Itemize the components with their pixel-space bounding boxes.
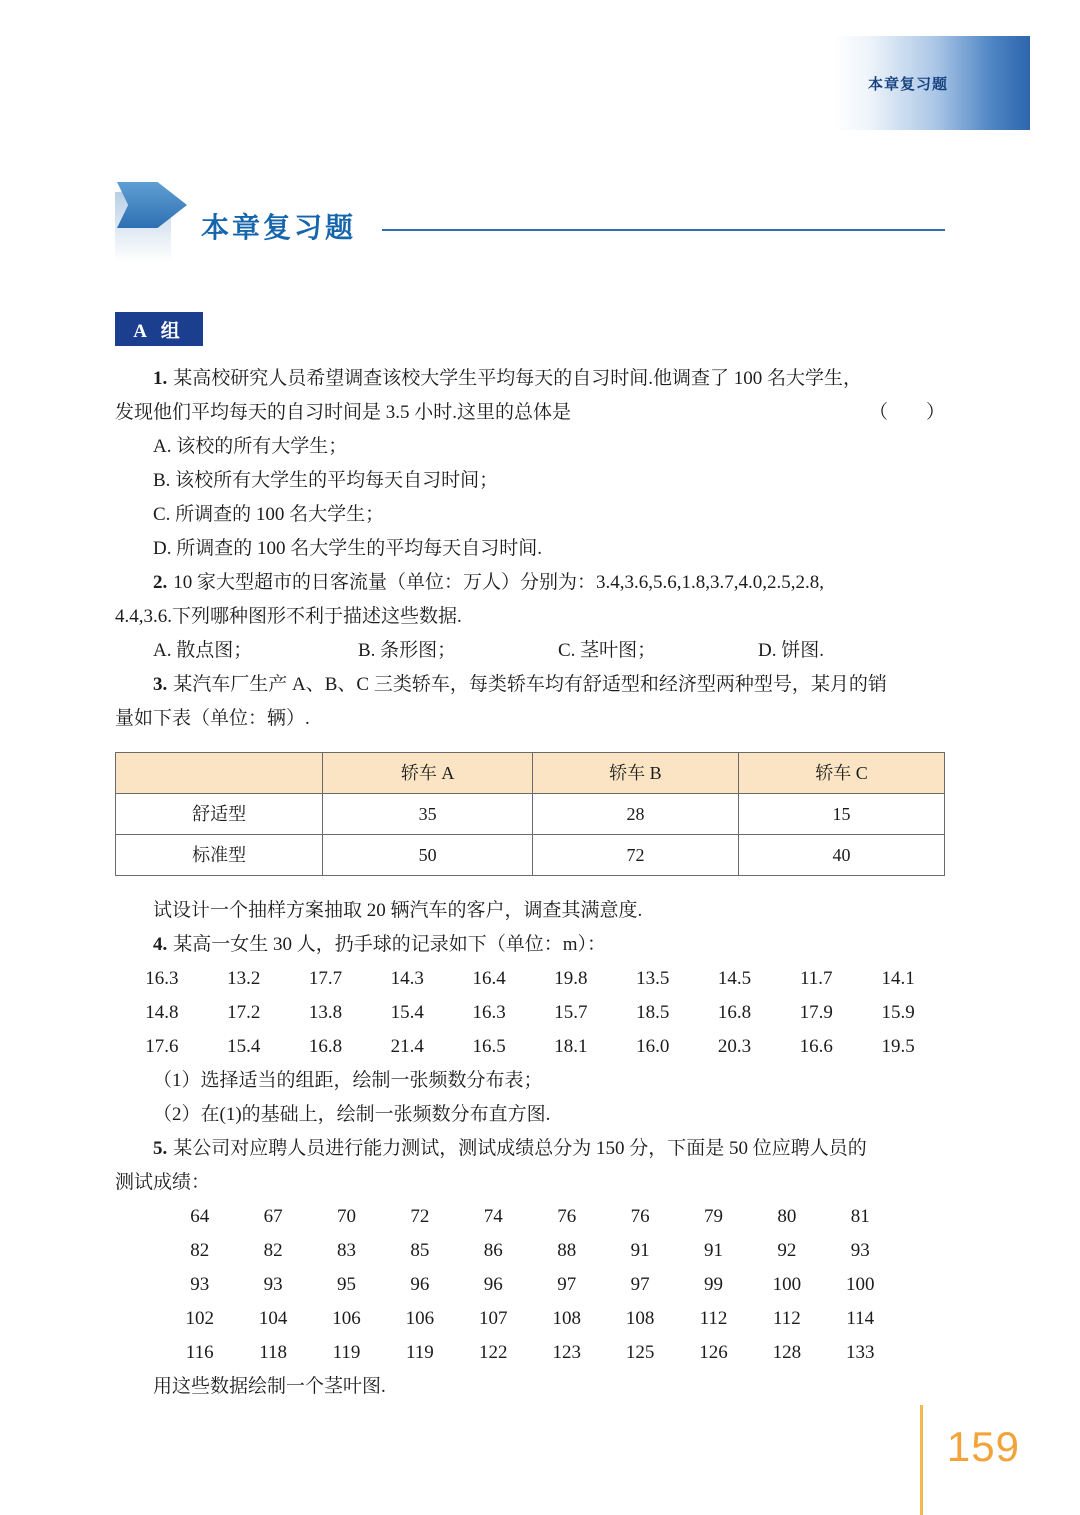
- corner-banner-label: 本章复习题: [868, 75, 949, 93]
- page-title: 本章复习题: [201, 212, 357, 243]
- group-a-label: A 组: [133, 320, 185, 342]
- data-value: 16.8: [717, 1002, 752, 1023]
- car-sales-table: [115, 752, 945, 876]
- problems-content: [115, 362, 945, 1404]
- problem-2-option-c: C. 茎叶图；: [558, 640, 657, 661]
- score-value: 107: [479, 1308, 508, 1329]
- problem-3-followup: 试设计一个抽样方案抽取 20 辆汽车的客户，调查其满意度.: [153, 900, 643, 921]
- score-value: 116: [185, 1342, 214, 1363]
- data-value: 17.7: [308, 968, 343, 989]
- score-value: 106: [332, 1308, 361, 1329]
- problem-1-option-b: B. 该校所有大学生的平均每天自习时间；: [153, 470, 499, 491]
- data-value: 14.3: [390, 968, 424, 989]
- score-value: 112: [772, 1308, 801, 1329]
- data-value: 16.5: [472, 1036, 506, 1057]
- score-value: 82: [190, 1240, 210, 1261]
- score-value: 70: [336, 1206, 356, 1227]
- problem-2-number: 2.: [153, 572, 168, 593]
- table-row: [116, 835, 945, 876]
- problem-4-intro: [115, 928, 945, 962]
- score-value: 74: [483, 1206, 503, 1227]
- data-value: 13.5: [636, 968, 670, 989]
- problem-1-text-2: 发现他们平均每天的自习时间是 3.5 小时.这里的总体是: [115, 402, 572, 423]
- score-value: 93: [190, 1274, 210, 1295]
- score-value: 95: [336, 1274, 356, 1295]
- score-value: 97: [630, 1274, 650, 1295]
- score-value: 92: [777, 1240, 797, 1261]
- data-value: 20.3: [717, 1036, 752, 1057]
- data-value: 13.8: [308, 1002, 343, 1023]
- problem-3-line-1: [115, 668, 945, 702]
- data-value: 14.1: [881, 968, 915, 989]
- score-value: 85: [410, 1240, 430, 1261]
- score-value: 133: [846, 1342, 875, 1363]
- data-value: 18.1: [554, 1036, 588, 1057]
- problem-1-option-c: C. 所调查的 100 名大学生；: [153, 504, 385, 525]
- table-header-car-b: 轿车 B: [532, 753, 738, 794]
- data-value: 16.3: [472, 1002, 506, 1023]
- data-value: 15.7: [554, 1002, 588, 1023]
- table-header-car-c: 轿车 C: [738, 753, 944, 794]
- score-value: 76: [557, 1206, 577, 1227]
- cell-value: 50: [323, 835, 533, 876]
- data-value: 15.9: [881, 1002, 915, 1023]
- score-value: 97: [557, 1274, 577, 1295]
- problem-4-data-row: [115, 1030, 945, 1064]
- corner-banner: [834, 36, 1030, 130]
- score-value: 119: [332, 1342, 361, 1363]
- data-value: 19.5: [881, 1036, 915, 1057]
- table-row: [116, 794, 945, 835]
- score-value: 128: [772, 1342, 802, 1363]
- heading-arrow-icon: [115, 178, 189, 274]
- data-value: 14.5: [717, 968, 752, 989]
- footer-accent-line: [920, 1405, 923, 1515]
- problem-5-data-row: [115, 1302, 945, 1336]
- problem-5-data-row: [115, 1200, 945, 1234]
- data-value: 16.6: [799, 1036, 833, 1057]
- score-value: 102: [185, 1308, 214, 1329]
- cell-value: 35: [323, 794, 533, 835]
- row-label: 舒适型: [116, 794, 323, 835]
- problem-2-text-1: 10 家大型超市的日客流量（单位：万人）分别为：3.4,3.6,5.6,1.8,3.7,4.0,2.5,2.8,: [173, 572, 825, 593]
- problem-1-option-a: A. 该校的所有大学生；: [153, 436, 348, 457]
- score-value: 86: [483, 1240, 503, 1261]
- score-value: 122: [479, 1342, 508, 1363]
- cell-value: 15: [738, 794, 944, 835]
- problem-5-line-1: [115, 1132, 945, 1166]
- score-value: 100: [772, 1274, 802, 1295]
- data-value: 15.4: [390, 1002, 424, 1023]
- data-value: 16.0: [636, 1036, 670, 1057]
- score-value: 104: [258, 1308, 288, 1329]
- score-value: 106: [405, 1308, 435, 1329]
- score-value: 79: [703, 1206, 723, 1227]
- heading-rule: [382, 229, 945, 231]
- problem-3-line-2: 量如下表（单位：辆）.: [115, 708, 310, 729]
- score-value: 108: [552, 1308, 581, 1329]
- data-value: 21.4: [390, 1036, 424, 1057]
- score-value: 67: [263, 1206, 283, 1227]
- problem-1-line-2: [115, 396, 945, 430]
- score-value: 119: [405, 1342, 434, 1363]
- problem-5-line-2: 测试成绩：: [115, 1172, 211, 1193]
- score-value: 72: [410, 1206, 430, 1227]
- table-header-row: [116, 753, 945, 794]
- score-value: 82: [263, 1240, 283, 1261]
- problem-2-line-1: [115, 566, 945, 600]
- score-value: 80: [777, 1206, 797, 1227]
- score-value: 88: [557, 1240, 577, 1261]
- answer-brackets: （ ）: [868, 402, 945, 423]
- table-header-empty: [116, 753, 323, 794]
- score-value: 91: [630, 1240, 650, 1261]
- table-header-car-a: 轿车 A: [323, 753, 533, 794]
- score-value: 126: [699, 1342, 728, 1363]
- problem-1-line-1: [115, 362, 945, 396]
- data-value: 16.4: [472, 968, 506, 989]
- cell-value: 40: [738, 835, 944, 876]
- score-value: 112: [699, 1308, 728, 1329]
- problem-2-option-a: A. 散点图；: [153, 640, 253, 661]
- score-value: 91: [703, 1240, 723, 1261]
- problem-1-option-d: D. 所调查的 100 名大学生的平均每天自习时间.: [153, 538, 542, 559]
- data-value: 14.8: [145, 1002, 179, 1023]
- score-value: 108: [625, 1308, 655, 1329]
- problem-4-data-row: [115, 962, 945, 996]
- score-value: 99: [703, 1274, 723, 1295]
- data-value: 17.6: [145, 1036, 179, 1057]
- score-value: 76: [630, 1206, 650, 1227]
- data-value: 13.2: [227, 968, 261, 989]
- problem-3-number: 3.: [153, 674, 168, 695]
- cell-value: 28: [532, 794, 738, 835]
- page-number: 159: [946, 1423, 1020, 1470]
- score-value: 83: [336, 1240, 356, 1261]
- problem-5-data-row: [115, 1234, 945, 1268]
- problem-4-subquestion-2: （2）在(1)的基础上，绘制一张频数分布直方图.: [153, 1104, 551, 1125]
- problem-4-text: 某高一女生 30 人，扔手球的记录如下（单位：m）：: [173, 934, 607, 955]
- problem-1-text-1: 某高校研究人员希望调查该校大学生平均每天的自习时间.他调查了 100 名大学生，: [173, 368, 863, 389]
- data-value: 15.4: [227, 1036, 261, 1057]
- score-value: 123: [552, 1342, 581, 1363]
- problem-1-number: 1.: [153, 368, 168, 389]
- score-value: 100: [846, 1274, 875, 1295]
- data-value: 18.5: [636, 1002, 670, 1023]
- group-a-badge: [115, 312, 203, 346]
- data-value: 11.7: [800, 968, 833, 989]
- score-value: 93: [850, 1240, 870, 1261]
- score-value: 96: [410, 1274, 430, 1295]
- score-value: 81: [850, 1206, 870, 1227]
- data-value: 16.3: [145, 968, 179, 989]
- score-value: 125: [625, 1342, 655, 1363]
- problem-5-text-1: 某公司对应聘人员进行能力测试，测试成绩总分为 150 分，下面是 50 位应聘人员的: [173, 1138, 867, 1159]
- score-value: 64: [190, 1206, 210, 1227]
- data-value: 16.8: [308, 1036, 343, 1057]
- problem-4-data-row: [115, 996, 945, 1030]
- problem-3-text-1: 某汽车厂生产 A、B、C 三类轿车，每类轿车均有舒适型和经济型两种型号，某月的销: [173, 674, 887, 695]
- problem-4-subquestion-1: （1）选择适当的组距，绘制一张频数分布表；: [153, 1070, 543, 1091]
- problem-5-number: 5.: [153, 1138, 168, 1159]
- problem-5-followup: 用这些数据绘制一个茎叶图.: [153, 1376, 386, 1397]
- problem-5-data-row: [115, 1336, 945, 1370]
- problem-2-options: [115, 634, 945, 668]
- problem-5-data-row: [115, 1268, 945, 1302]
- problem-2-option-b: B. 条形图；: [358, 640, 457, 661]
- problem-2-line-2: 4.4,3.6.下列哪种图形不利于描述这些数据.: [115, 606, 462, 627]
- score-value: 118: [259, 1342, 287, 1363]
- score-value: 93: [263, 1274, 283, 1295]
- problem-4-number: 4.: [153, 934, 168, 955]
- score-value: 114: [846, 1308, 875, 1329]
- problem-2-option-d: D. 饼图.: [758, 640, 824, 661]
- data-value: 17.2: [227, 1002, 261, 1023]
- row-label: 标准型: [116, 835, 323, 876]
- cell-value: 72: [532, 835, 738, 876]
- score-value: 96: [483, 1274, 503, 1295]
- section-heading: [115, 198, 945, 254]
- data-value: 17.9: [799, 1002, 833, 1023]
- data-value: 19.8: [554, 968, 588, 989]
